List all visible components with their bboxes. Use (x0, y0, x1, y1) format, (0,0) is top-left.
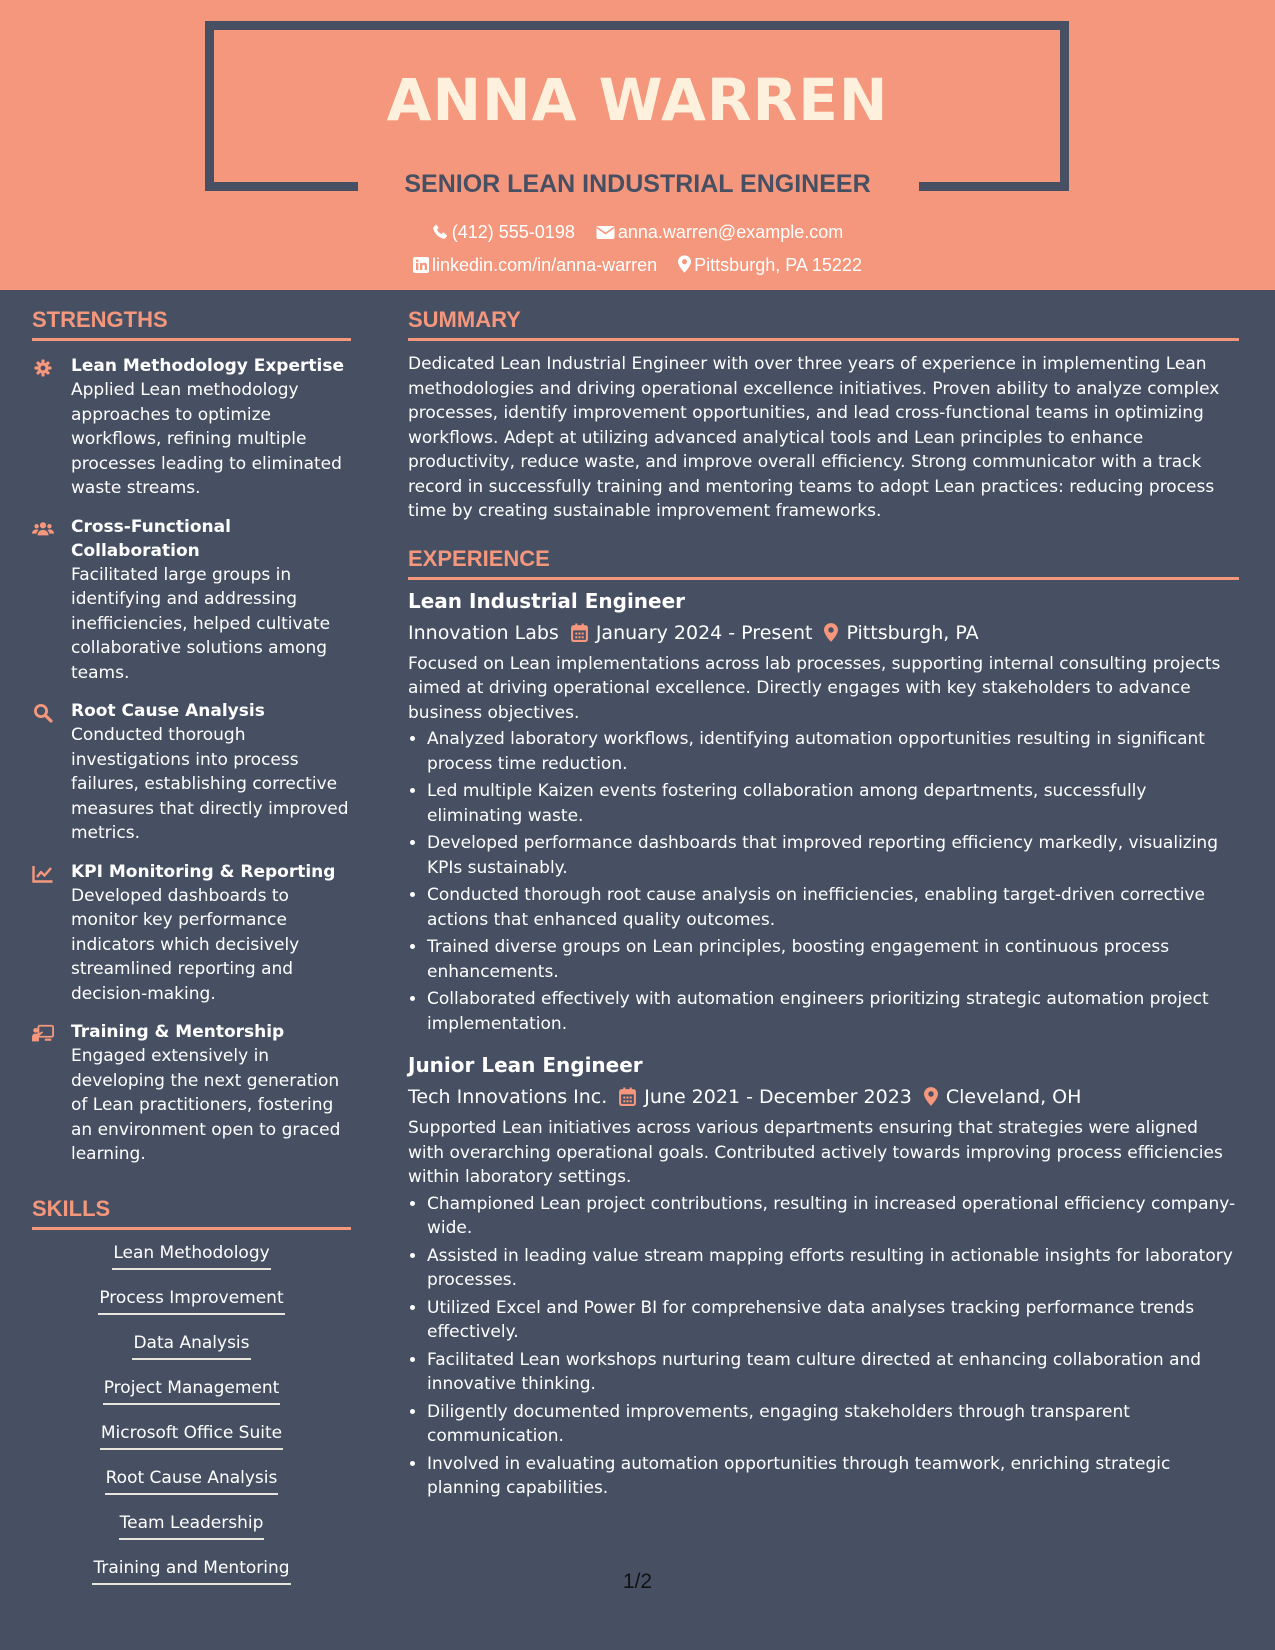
header-banner (0, 0, 1275, 290)
strength-item (32, 699, 351, 846)
job-bullet: • Developed performance dashboards that improved reporting efficiency markedly, visualizing KPIs sustainably. (427, 831, 1239, 880)
strength-description: Conducted thorough investigations into process failures, establishing corrective measures that directly improved metrics. (71, 725, 349, 843)
left-column (32, 300, 351, 1600)
header-frame-top (205, 21, 1069, 30)
skill-label: Process Improvement (98, 1285, 284, 1315)
job-meta (408, 618, 1239, 648)
phone-icon (432, 223, 449, 240)
job-company: Tech Innovations Inc. (408, 1086, 608, 1108)
skill-label: Microsoft Office Suite (100, 1420, 283, 1450)
job-bullet: • Analyzed laboratory workflows, identifying automation opportunities resulting in significant process time reduction. (427, 727, 1239, 776)
strength-title: Root Cause Analysis (71, 701, 265, 721)
job-bullet: • Conducted thorough root cause analysis on inefficiencies, enabling target-driven corrective actions that enhanced quality outcomes. (427, 883, 1239, 932)
job-bullet: • Utilized Excel and Power BI for comprehensive data analyses tracking performance trends effectively. (427, 1296, 1239, 1345)
email-contact[interactable] (596, 219, 843, 245)
calendar-icon (619, 1087, 636, 1106)
map-pin-icon (924, 1087, 938, 1106)
skill-item (32, 1240, 351, 1285)
job-location: Cleveland, OH (945, 1086, 1082, 1108)
strength-item (32, 354, 351, 501)
strength-description: Applied Lean methodology approaches to optimize workflows, refining multiple processes leading to eliminated waste streams. (71, 380, 342, 498)
skill-label: Root Cause Analysis (105, 1465, 279, 1495)
strength-title: Cross-Functional Collaboration (71, 516, 231, 561)
job-entry (408, 586, 1239, 1037)
summary-text: Dedicated Lean Industrial Engineer with over three years of experience in implementing Lean methodologies and driving operational excellence initiatives. Proven ability to analyze complex processes, identify improvement opportunities, and lead cross-functional teams in optimizing workflows. Adept at utilizing advanced analytical tools and Lean principles to enhance productivity, reduce waste, and improve overall efficiency. Strong communicator with a track record in successfully training and mentoring teams to adopt Lean practices: reducing process time by creating sustainable improvement frameworks. (408, 354, 1220, 521)
job-title: Junior Lean Engineer (408, 1053, 643, 1077)
strength-title: Lean Methodology Expertise (71, 356, 344, 376)
linkedin-text: linkedin.com/in/anna-warren (432, 255, 658, 275)
strength-item (32, 1020, 351, 1167)
skill-label: Lean Methodology (112, 1240, 270, 1270)
envelope-icon (596, 225, 615, 240)
job-description: Supported Lean initiatives across various departments ensuring that strategies were aligned with overarching operational goals. Contributed actively towards improving process efficiencies within laboratory settings. (408, 1118, 1223, 1187)
strength-item (32, 515, 351, 686)
chart-line-icon (32, 864, 54, 884)
job-dates: January 2024 - Present (595, 621, 813, 644)
skill-item (32, 1285, 351, 1330)
skills-list (32, 1240, 351, 1600)
location-contact (678, 252, 862, 278)
job-bullet: • Championed Lean project contributions, resulting in increased operational efficiency company-wide. (427, 1192, 1239, 1241)
map-pin-icon (824, 623, 838, 642)
skill-item (32, 1465, 351, 1510)
job-bullet: • Collaborated effectively with automation engineers prioritizing strategic automation project implementation. (427, 987, 1239, 1036)
job-bullet: • Assisted in leading value stream mapping efforts resulting in actionable insights for laboratory processes. (427, 1244, 1239, 1293)
job-dates: June 2021 - December 2023 (644, 1086, 912, 1108)
phone-text: (412) 555-0198 (451, 222, 575, 242)
strength-title: Training & Mentorship (71, 1022, 285, 1042)
skill-label: Team Leadership (119, 1510, 265, 1540)
skill-item (32, 1375, 351, 1420)
job-bullet: • Led multiple Kaizen events fostering collaboration among departments, successfully eliminating waste. (427, 779, 1239, 828)
skill-item (32, 1420, 351, 1465)
job-bullet: • Diligently documented improvements, engaging stakeholders through transparent communication. (427, 1400, 1239, 1449)
skill-label: Data Analysis (132, 1330, 250, 1360)
contact-row-2 (0, 252, 1275, 278)
skill-item (32, 1330, 351, 1375)
page-indicator: 1/2 (622, 1570, 653, 1593)
skill-item (32, 1510, 351, 1555)
candidate-name: ANNA WARREN (386, 66, 889, 134)
skill-label: Project Management (103, 1375, 281, 1405)
job-title: Lean Industrial Engineer (408, 588, 686, 613)
strength-item (32, 860, 351, 1007)
right-column (408, 300, 1239, 1504)
strength-description: Engaged extensively in developing the next generation of Lean practitioners, fostering an environment open to graced learning. (71, 1046, 341, 1164)
skill-label: Training and Mentoring (92, 1555, 290, 1585)
phone-contact[interactable] (432, 219, 575, 245)
linkedin-icon (413, 257, 429, 273)
job-bullet: • Facilitated Lean workshops nurturing team culture directed at enhancing collaboration and innovative thinking. (427, 1348, 1239, 1397)
teacher-icon (32, 1024, 54, 1044)
contact-row-1 (0, 219, 1275, 245)
experience-heading: EXPERIENCE (408, 539, 1239, 580)
summary-heading: SUMMARY (408, 300, 1239, 341)
job-entry (408, 1050, 1239, 1501)
users-icon (32, 519, 54, 539)
job-meta (408, 1082, 1239, 1112)
gear-icon (32, 358, 54, 378)
map-pin-icon (678, 255, 691, 273)
strength-title: KPI Monitoring & Reporting (71, 861, 336, 882)
email-text: anna.warren@example.com (617, 222, 844, 242)
search-icon (32, 703, 54, 723)
location-text: Pittsburgh, PA 15222 (694, 255, 862, 275)
job-bullets (408, 1192, 1239, 1501)
job-company: Innovation Labs (408, 621, 559, 644)
calendar-icon (571, 623, 588, 642)
job-location: Pittsburgh, PA (846, 621, 979, 644)
strengths-heading: STRENGTHS (32, 300, 351, 341)
candidate-title: SENIOR LEAN INDUSTRIAL ENGINEER (404, 170, 871, 198)
skills-heading: SKILLS (32, 1189, 351, 1230)
job-bullet: • Involved in evaluating automation opportunities through teamwork, enriching strategic planning capabilities. (427, 1452, 1239, 1501)
strength-description: Developed dashboards to monitor key performance indicators which decisively streamlined reporting and decision-making. (71, 885, 300, 1004)
strength-description: Facilitated large groups in identifying and addressing inefficiencies, helped cultivate collaborative solutions among teams. (71, 564, 331, 683)
job-bullets (408, 727, 1239, 1036)
job-bullet: • Trained diverse groups on Lean principles, boosting engagement in continuous process enhancements. (427, 935, 1239, 984)
linkedin-contact[interactable] (413, 252, 657, 278)
job-description: Focused on Lean implementations across lab processes, supporting internal consulting projects aimed at driving operational excellence. Directly engages with key stakeholders to advance business objectives. (408, 653, 1221, 723)
